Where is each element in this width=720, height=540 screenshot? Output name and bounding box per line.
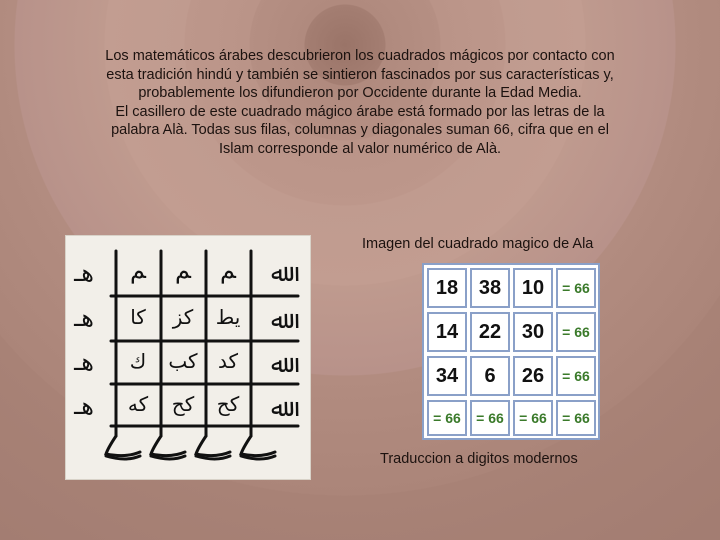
square-cell: 22	[470, 312, 510, 352]
square-cell: 18	[427, 268, 467, 308]
square-cell: 10	[513, 268, 553, 308]
paragraph-line: Islam corresponde al valor numérico de Alà.	[218, 140, 502, 157]
arabic-glyph: ﷲ	[270, 259, 286, 287]
arabic-glyph: ﷲ	[270, 306, 286, 334]
arabic-glyph: كز	[172, 305, 194, 329]
arabic-glyph: كح	[171, 392, 195, 416]
modern-magic-square	[422, 263, 600, 440]
arabic-glyph: ﻢ	[175, 256, 191, 284]
arabic-grid-svg	[66, 236, 310, 479]
paragraph-line: esta tradición hindú y también se sintieron fascinados por sus características y,	[106, 66, 614, 83]
row-sum-cell: = 66	[556, 312, 596, 352]
row-sum-cell: = 66	[556, 268, 596, 308]
arabic-glyph: ﷲ	[270, 394, 286, 422]
paragraph-line: probablemente los difundieron por Occidente durante la Edad Media.	[138, 85, 582, 101]
arabic-glyph: ﻫـ	[74, 259, 94, 287]
square-cell: 14	[427, 312, 467, 352]
square-cell: 30	[513, 312, 553, 352]
arabic-glyph: ﻫـ	[74, 392, 94, 420]
square-cell: 38	[470, 268, 510, 308]
arabic-glyph: كا	[130, 305, 146, 329]
arabic-glyph: كب	[168, 349, 198, 373]
column-sum-cell: = 66	[470, 400, 510, 436]
caption-top: Imagen del cuadrado magico de Ala	[362, 236, 594, 252]
square-cell: 26	[513, 356, 553, 396]
arabic-glyph: كح	[216, 392, 240, 416]
arabic-glyph: ﻫـ	[74, 348, 94, 376]
arabic-glyph: يط	[215, 305, 241, 329]
paragraph-line: palabra Alà. Todas sus filas, columnas y diagonales suman 66, cifra que en el	[111, 122, 609, 138]
column-sum-cell: = 66	[513, 400, 553, 436]
arabic-glyph: ك	[129, 349, 147, 373]
row-sum-cell: = 66	[556, 356, 596, 396]
paragraph-line: Los matemáticos árabes descubrieron los cuadrados mágicos por contacto con	[105, 48, 615, 64]
arabic-glyph: ﷲ	[270, 350, 286, 378]
arabic-glyph: ﻢ	[130, 256, 146, 284]
intro-paragraph	[40, 47, 680, 158]
paragraph-line: El casillero de este cuadrado mágico árabe está formado por las letras de la	[115, 103, 605, 120]
arabic-glyph: كه	[127, 392, 149, 416]
arabic-magic-square-image	[65, 235, 311, 480]
caption-bottom: Traduccion a digitos modernos	[380, 451, 578, 467]
arabic-glyph: ﻫـ	[74, 304, 94, 332]
column-sum-cell: = 66	[556, 400, 596, 436]
square-cell: 6	[470, 356, 510, 396]
column-sum-cell: = 66	[427, 400, 467, 436]
arabic-glyph: كد	[217, 349, 239, 373]
arabic-glyph: ﻢ	[220, 256, 236, 284]
square-cell: 34	[427, 356, 467, 396]
